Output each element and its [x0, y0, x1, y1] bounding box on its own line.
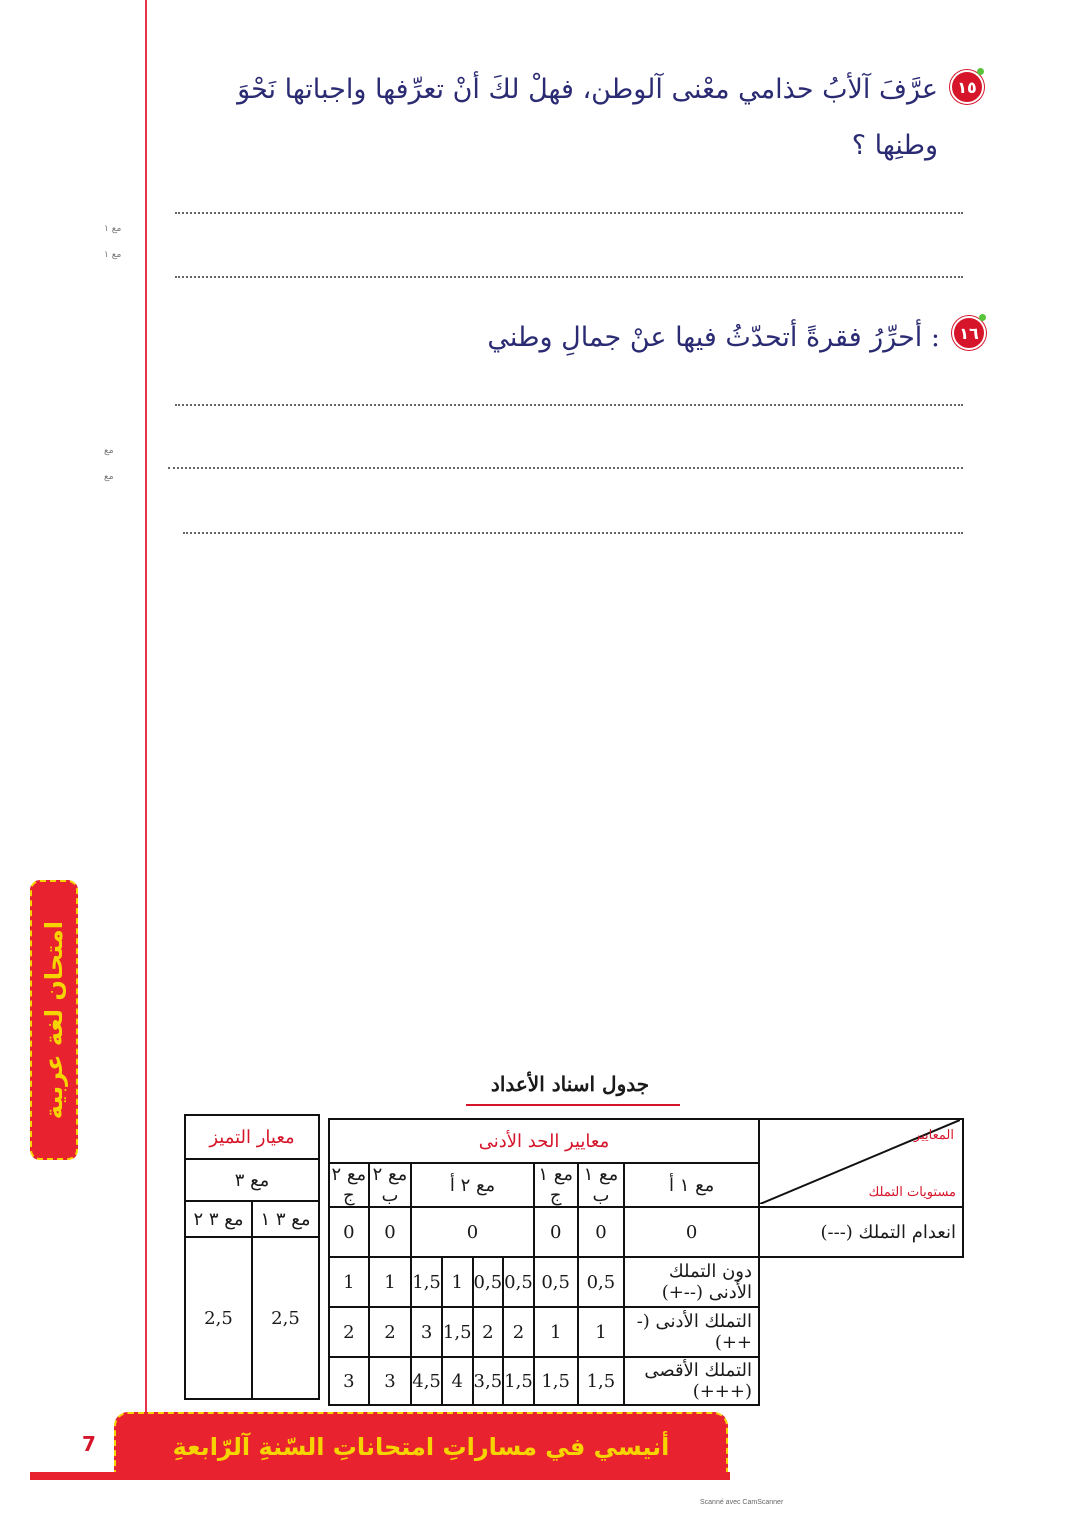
mark-label: مع ١: [104, 250, 122, 260]
question-number: ١٦: [959, 323, 979, 343]
cell: 0,5: [578, 1257, 625, 1307]
col-header: مع ١ ج: [534, 1163, 578, 1207]
cell: 1,5: [578, 1357, 625, 1405]
cell: 1: [329, 1257, 369, 1307]
col-header: مع ١ ب: [578, 1163, 625, 1207]
cell: 0,5: [503, 1257, 534, 1307]
cell: 1: [369, 1257, 412, 1307]
page-number: 7: [82, 1432, 96, 1456]
excellence-col: مع ٣ ٢: [185, 1201, 252, 1237]
row-label: التملك الأدنى (-++): [624, 1307, 759, 1357]
excellence-table: [184, 1114, 320, 1400]
mark-label: مع: [104, 446, 114, 456]
min-criteria-header: معايير الحد الأدنى: [329, 1119, 759, 1163]
question-text-line2: وطنِها ؟: [851, 130, 938, 161]
answer-line[interactable]: [175, 276, 963, 278]
question-text-line1: أحرِّرُ فقرةً أتحدّثُ فيها عنْ جمالِ وطني :: [487, 322, 940, 353]
cell: 0,5: [534, 1257, 578, 1307]
cell: 1: [442, 1257, 473, 1307]
answer-line[interactable]: [175, 404, 963, 406]
cell: 2: [473, 1307, 504, 1357]
cell: 0,5: [473, 1257, 504, 1307]
footer-strip: [30, 1472, 730, 1480]
mark-label: مع ١: [104, 224, 122, 234]
cell: 1: [534, 1307, 578, 1357]
criteria-label: المعايير: [913, 1128, 954, 1143]
cell: 3: [411, 1307, 442, 1357]
excellence-value: 2,5: [252, 1237, 319, 1399]
question-number-badge: [950, 70, 984, 104]
cell: 1,5: [534, 1357, 578, 1405]
excellence-value: 2,5: [185, 1237, 252, 1399]
scanner-note: Scanné avec CamScanner: [700, 1499, 784, 1506]
row-label: دون التملك الأدنى (--+): [624, 1257, 759, 1307]
footer-banner-text: أنيسي في مساراتِ امتحاناتِ السّنةِ آلرّابعةِ: [172, 1433, 670, 1461]
side-tab-label: امتحان لغة عربية: [40, 920, 68, 1120]
criteria-levels-corner: [759, 1119, 963, 1207]
cell: 2: [369, 1307, 412, 1357]
cell: 4,5: [411, 1357, 442, 1405]
excellence-sub: مع ٣: [185, 1159, 319, 1201]
table-title-underline: [466, 1104, 680, 1106]
cell: 1,5: [411, 1257, 442, 1307]
footer-banner: [114, 1412, 728, 1480]
col-header: مع ٢ أ: [411, 1163, 534, 1207]
grading-table: [328, 1118, 964, 1406]
cell: 4: [442, 1357, 473, 1405]
row-label: انعدام التملك (---): [759, 1207, 963, 1257]
col-header: مع ٢ ج: [329, 1163, 369, 1207]
cell: 0: [369, 1207, 412, 1257]
cell: 0: [578, 1207, 625, 1257]
cell: 0: [534, 1207, 578, 1257]
side-tab: [30, 880, 78, 1160]
cell: 0: [411, 1207, 534, 1257]
col-header: مع ١ أ: [624, 1163, 759, 1207]
excellence-col: مع ٣ ١: [252, 1201, 319, 1237]
answer-line[interactable]: [175, 212, 963, 214]
cell: 1,5: [503, 1357, 534, 1405]
col-header: مع ٢ ب: [369, 1163, 412, 1207]
cell: 2: [329, 1307, 369, 1357]
cell: 3,5: [473, 1357, 504, 1405]
cell: 2: [503, 1307, 534, 1357]
margin-line: [145, 0, 147, 1440]
table-title: جدول اسناد الأعداد: [490, 1072, 650, 1096]
answer-line[interactable]: [168, 467, 963, 469]
row-label: التملك الأقصى (+++): [624, 1357, 759, 1405]
cell: 0: [624, 1207, 759, 1257]
cell: 3: [369, 1357, 412, 1405]
cell: 0: [329, 1207, 369, 1257]
cell: 1: [578, 1307, 625, 1357]
mark-label: مع: [104, 472, 114, 482]
cell: 3: [329, 1357, 369, 1405]
question-number-badge: [952, 316, 986, 350]
question-text-line1: عرَّفَ آلأبُ حذامي معْنى آلوطن، فهلْ لكَ أنْ تعرِّفها واجباتها نَحْوَ: [237, 74, 938, 105]
levels-label: مستويات التملك: [868, 1185, 956, 1200]
cell: 1,5: [442, 1307, 473, 1357]
question-number: ١٥: [957, 77, 977, 97]
excellence-header: معيار التميز: [185, 1115, 319, 1159]
answer-line[interactable]: [183, 532, 963, 534]
